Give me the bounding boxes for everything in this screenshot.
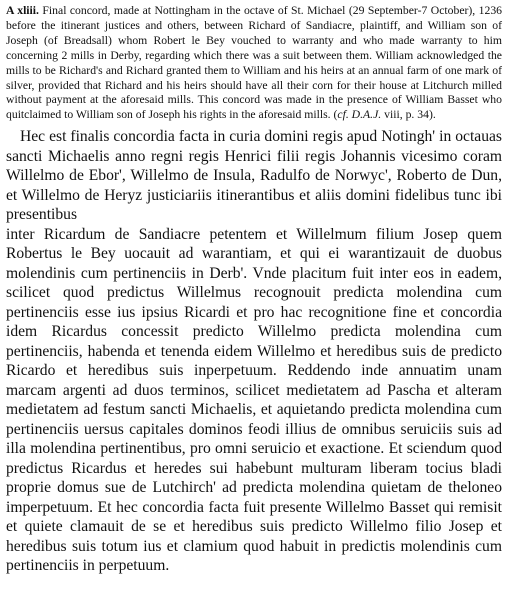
entry-summary bbox=[6, 4, 502, 123]
entry-number: A xliii. bbox=[6, 4, 39, 17]
entry-summary-text: Final concord, made at Nottingham in the octave of St. Michael (29 September-7 October), 1236 before the itinerant justices and others, between Richard of Sandiacre, plaintiff, and William son of Joseph (of Breadsall) whom Robert le Bey vouched to warranty and who made warranty to him concerning 2 mills in Derby, regarding which there was a suit between them. William acknowledged the mills to be Richard's and Richard granted them to William and his heirs at an annual farm of one mark of silver, provided that Richard and his heirs should have all their corn for their house at Litchurch milled without payment at the aforesaid mills. This concord was made in the presence of William Basset who quitclaimed to William son of Joseph his rights in the aforesaid mills. bbox=[6, 4, 503, 122]
citation-italic: cf. D.A.J. bbox=[337, 108, 382, 122]
latin-text bbox=[6, 127, 502, 576]
latin-text-part1: Hec est finalis concordia facta in curia domini regis apud Notingh' in octauas sancti Michaelis anno regni regis Henrici filii regis Johannis vicesimo coram Willelmo de Ebor', Willelmo de Insula, Radulfo de Norwyc', Roberto de Dun, et Willelmo de Heryz justiciariis itinerantibus et aliis domini fidelibus tunc ibi presentibus bbox=[6, 128, 502, 224]
latin-text-part2: inter Ricardum de Sandiacre petentem et Willelmum filium Josep quem Robertus le Bey uocauit ad warantiam, et qui ei warantizauit de duobus molendinis cum pertinenciis in Derb'. Vnde placitum fuit inter eos in eadem, scilicet quod predictus Willelmus recognouit predicta molendina cum pertinenciis esse ius ipsius Ricardi et pro hac recognitione fine et concordia idem Ricardus concessit predicto Willelmo predicta molendina cum pertinenciis, habenda et tenenda eidem Willelmo et heredibus suis de predicto Ricardo et heredibus suis inperpetuum. Reddendo inde annuatim unam marcam argenti ad duos terminos, scilicet medietatem ad Pascha et alteram medietatem ad festum sancti Michaelis, et aquietando predicta molendina cum pertinenciis uersus capitales dominos feodi illius de omnibus seruiciis suis ad illa molendina pertinentibus, pro omni seruicio et exactione. Et sciendum quod predictus Ricardus et heredes sui habebunt multuram liberam tocius bladi proprie domus sue de Lutchirch' ad predicta molendina quietam de theloneo imperpetuum. Et hec concordia facta fuit presente Willelmo Basset qui remisit et quiete clamauit de se et heredibus suis predicto Willelmo filio Josep et heredibus suis totum ius et clamium quod habuit in predictis molendinis cum pertinenciis in perpetuum. bbox=[6, 225, 502, 575]
citation-open: ( bbox=[333, 108, 338, 122]
citation-rest: viii, p. 34). bbox=[381, 108, 436, 122]
